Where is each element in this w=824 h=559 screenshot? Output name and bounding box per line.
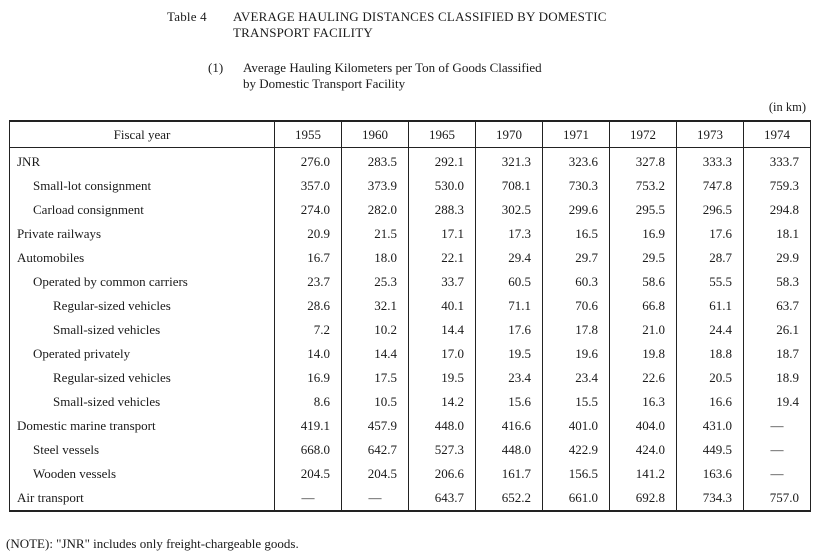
table-cell: 16.7 xyxy=(275,246,342,270)
table-cell: 422.9 xyxy=(543,438,610,462)
table-cell: — xyxy=(342,486,409,511)
table-cell: 28.6 xyxy=(275,294,342,318)
header-year: 1960 xyxy=(342,121,409,148)
table-row xyxy=(10,148,811,175)
table-cell: 16.9 xyxy=(610,222,677,246)
table-cell: 204.5 xyxy=(275,462,342,486)
row-label: Small-sized vehicles xyxy=(10,318,275,342)
table-cell: 14.2 xyxy=(409,390,476,414)
table-cell: 642.7 xyxy=(342,438,409,462)
table-row xyxy=(10,462,811,486)
table-cell: 14.4 xyxy=(342,342,409,366)
table-cell: 333.7 xyxy=(744,148,811,175)
table-cell: 71.1 xyxy=(476,294,543,318)
row-label: Private railways xyxy=(10,222,275,246)
table-cell: — xyxy=(744,438,811,462)
table-cell: 161.7 xyxy=(476,462,543,486)
table-cell: 16.6 xyxy=(677,390,744,414)
table-cell: 63.7 xyxy=(744,294,811,318)
header-year: 1974 xyxy=(744,121,811,148)
table-row xyxy=(10,438,811,462)
table-cell: 16.9 xyxy=(275,366,342,390)
table-cell: 58.6 xyxy=(610,270,677,294)
row-label: JNR xyxy=(10,148,275,175)
table-cell: 274.0 xyxy=(275,198,342,222)
row-label: Operated privately xyxy=(10,342,275,366)
table-cell: 299.6 xyxy=(543,198,610,222)
subtitle-line-1 xyxy=(208,60,542,76)
table-cell: 643.7 xyxy=(409,486,476,511)
table-cell: 206.6 xyxy=(409,462,476,486)
table-cell: 283.5 xyxy=(342,148,409,175)
table-cell: 20.9 xyxy=(275,222,342,246)
table-cell: 23.7 xyxy=(275,270,342,294)
table-cell: 661.0 xyxy=(543,486,610,511)
table-cell: 19.5 xyxy=(409,366,476,390)
row-label: Regular-sized vehicles xyxy=(10,294,275,318)
table-cell: 19.8 xyxy=(610,342,677,366)
table-cell: 20.5 xyxy=(677,366,744,390)
table-cell: 327.8 xyxy=(610,148,677,175)
table-cell: 141.2 xyxy=(610,462,677,486)
table-cell: 14.0 xyxy=(275,342,342,366)
row-label: Carload consignment xyxy=(10,198,275,222)
table-cell: 449.5 xyxy=(677,438,744,462)
table-subtitle xyxy=(208,60,542,92)
table-cell: 66.8 xyxy=(610,294,677,318)
hauling-distance-table xyxy=(9,120,811,512)
table-cell: 21.0 xyxy=(610,318,677,342)
table-cell: 294.8 xyxy=(744,198,811,222)
table-cell: 204.5 xyxy=(342,462,409,486)
table-row xyxy=(10,366,811,390)
table-cell: 404.0 xyxy=(610,414,677,438)
table-cell: 19.5 xyxy=(476,342,543,366)
table-cell: 321.3 xyxy=(476,148,543,175)
title-line-1 xyxy=(167,9,607,25)
table-cell: 61.1 xyxy=(677,294,744,318)
table-cell: 29.7 xyxy=(543,246,610,270)
table-cell: 32.1 xyxy=(342,294,409,318)
table-cell: — xyxy=(744,462,811,486)
subtitle-text-1: Average Hauling Kilometers per Ton of Goods Classified xyxy=(243,60,542,75)
header-year: 1973 xyxy=(677,121,744,148)
header-fiscal-year: Fiscal year xyxy=(10,121,275,148)
table-cell: 419.1 xyxy=(275,414,342,438)
table-cell: 17.5 xyxy=(342,366,409,390)
table-row xyxy=(10,414,811,438)
table-cell: 25.3 xyxy=(342,270,409,294)
table-cell: 431.0 xyxy=(677,414,744,438)
table-cell: 747.8 xyxy=(677,174,744,198)
table-cell: 448.0 xyxy=(409,414,476,438)
title-text-1: AVERAGE HAULING DISTANCES CLASSIFIED BY DOMESTIC xyxy=(233,9,607,24)
table-cell: 17.1 xyxy=(409,222,476,246)
table-cell: 21.5 xyxy=(342,222,409,246)
table-cell: 759.3 xyxy=(744,174,811,198)
table-cell: 7.2 xyxy=(275,318,342,342)
table-row xyxy=(10,174,811,198)
table-cell: 58.3 xyxy=(744,270,811,294)
row-label: Air transport xyxy=(10,486,275,511)
table-row xyxy=(10,318,811,342)
table-title xyxy=(167,9,607,41)
table-cell: 70.6 xyxy=(543,294,610,318)
table-cell: 416.6 xyxy=(476,414,543,438)
table-cell: 26.1 xyxy=(744,318,811,342)
table-cell: 16.3 xyxy=(610,390,677,414)
table-cell: 29.5 xyxy=(610,246,677,270)
table-row xyxy=(10,390,811,414)
table-cell: 18.1 xyxy=(744,222,811,246)
row-label: Automobiles xyxy=(10,246,275,270)
table-cell: 22.1 xyxy=(409,246,476,270)
table-cell: 40.1 xyxy=(409,294,476,318)
table-cell: 8.6 xyxy=(275,390,342,414)
table-cell: 288.3 xyxy=(409,198,476,222)
table-cell: 16.5 xyxy=(543,222,610,246)
table-cell: 18.9 xyxy=(744,366,811,390)
table-cell: 18.8 xyxy=(677,342,744,366)
table-cell: 457.9 xyxy=(342,414,409,438)
table-cell: 15.6 xyxy=(476,390,543,414)
table-cell: 17.8 xyxy=(543,318,610,342)
table-cell: 373.9 xyxy=(342,174,409,198)
table-cell: 668.0 xyxy=(275,438,342,462)
table-cell: 295.5 xyxy=(610,198,677,222)
table-cell: 29.4 xyxy=(476,246,543,270)
row-label: Regular-sized vehicles xyxy=(10,366,275,390)
table-cell: 156.5 xyxy=(543,462,610,486)
table-cell: 734.3 xyxy=(677,486,744,511)
table-cell: 527.3 xyxy=(409,438,476,462)
table-row xyxy=(10,270,811,294)
row-label: Small-lot consignment xyxy=(10,174,275,198)
table-cell: 22.6 xyxy=(610,366,677,390)
table-body xyxy=(10,148,811,512)
table-cell: 23.4 xyxy=(543,366,610,390)
title-line-2: TRANSPORT FACILITY xyxy=(233,25,373,40)
table-cell: 424.0 xyxy=(610,438,677,462)
table-cell: 282.0 xyxy=(342,198,409,222)
table-cell: 17.6 xyxy=(476,318,543,342)
table-cell: 323.6 xyxy=(543,148,610,175)
table-cell: 10.2 xyxy=(342,318,409,342)
table-row xyxy=(10,222,811,246)
table-row xyxy=(10,198,811,222)
table-cell: 19.4 xyxy=(744,390,811,414)
table-cell: 163.6 xyxy=(677,462,744,486)
table-row xyxy=(10,486,811,511)
table-cell: 14.4 xyxy=(409,318,476,342)
table-row xyxy=(10,294,811,318)
table-cell: 296.5 xyxy=(677,198,744,222)
table-cell: 19.6 xyxy=(543,342,610,366)
table-cell: 28.7 xyxy=(677,246,744,270)
table-row xyxy=(10,342,811,366)
table-cell: 276.0 xyxy=(275,148,342,175)
table-cell: 401.0 xyxy=(543,414,610,438)
table-cell: 757.0 xyxy=(744,486,811,511)
table-cell: 23.4 xyxy=(476,366,543,390)
table-cell: 10.5 xyxy=(342,390,409,414)
header-year: 1972 xyxy=(610,121,677,148)
row-label: Steel vessels xyxy=(10,438,275,462)
subtitle-line-2: by Domestic Transport Facility xyxy=(243,76,406,91)
header-year: 1970 xyxy=(476,121,543,148)
table-cell: 18.7 xyxy=(744,342,811,366)
table-cell: 652.2 xyxy=(476,486,543,511)
table-cell: 29.9 xyxy=(744,246,811,270)
header-year: 1955 xyxy=(275,121,342,148)
table-cell: 753.2 xyxy=(610,174,677,198)
table-cell: 333.3 xyxy=(677,148,744,175)
header-year: 1965 xyxy=(409,121,476,148)
table-cell: 302.5 xyxy=(476,198,543,222)
table-cell: — xyxy=(275,486,342,511)
table-cell: 33.7 xyxy=(409,270,476,294)
row-label: Wooden vessels xyxy=(10,462,275,486)
table-cell: 530.0 xyxy=(409,174,476,198)
table-cell: 15.5 xyxy=(543,390,610,414)
table-cell: 55.5 xyxy=(677,270,744,294)
row-label: Operated by common carriers xyxy=(10,270,275,294)
table-cell: 60.3 xyxy=(543,270,610,294)
table-cell: 708.1 xyxy=(476,174,543,198)
table-cell: 730.3 xyxy=(543,174,610,198)
table-number: Table 4 xyxy=(167,9,207,24)
table-note: (NOTE): "JNR" includes only freight-chargeable goods. xyxy=(6,536,299,551)
table-cell: 60.5 xyxy=(476,270,543,294)
header-year: 1971 xyxy=(543,121,610,148)
table-cell: 357.0 xyxy=(275,174,342,198)
row-label: Domestic marine transport xyxy=(10,414,275,438)
header-row xyxy=(10,121,811,148)
table-cell: 24.4 xyxy=(677,318,744,342)
table-cell: 292.1 xyxy=(409,148,476,175)
subtitle-number: (1) xyxy=(208,60,224,75)
table-cell: 17.6 xyxy=(677,222,744,246)
table-cell: — xyxy=(744,414,811,438)
unit-label: (in km) xyxy=(768,100,806,114)
row-label: Small-sized vehicles xyxy=(10,390,275,414)
table-row xyxy=(10,246,811,270)
table-cell: 17.3 xyxy=(476,222,543,246)
table-cell: 17.0 xyxy=(409,342,476,366)
table-cell: 18.0 xyxy=(342,246,409,270)
table-cell: 448.0 xyxy=(476,438,543,462)
table-cell: 692.8 xyxy=(610,486,677,511)
